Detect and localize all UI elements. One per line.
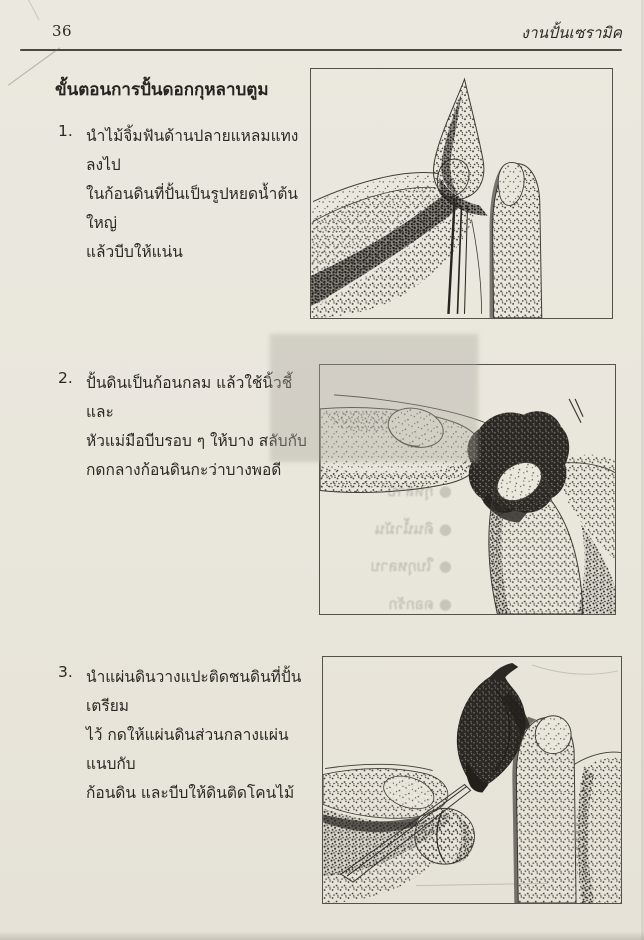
step-1 xyxy=(58,122,320,267)
step-1-line-2: ในก้อนดินที่ปั้นเป็นรูปหยดน้ำต้นใหญ่ xyxy=(86,185,298,232)
step-3 xyxy=(58,663,320,808)
running-header: งานปั้นเซรามิค xyxy=(521,24,622,42)
step-1-text xyxy=(86,122,310,267)
step-3-line-1: นำแผ่นดินวางแปะติดชนดินที่ปั้นเตรียม xyxy=(86,668,302,715)
section-title: ขั้นตอนการปั้นดอกกุหลาบตูม xyxy=(55,80,269,100)
step-1-line-3: แล้วบีบให้แน่น xyxy=(86,243,183,261)
step-3-number: 3. xyxy=(58,663,73,681)
bleed-through-line: ● ใบกุหลาบ xyxy=(370,557,452,575)
step-2 xyxy=(58,369,320,485)
page-bottom-edge-shading xyxy=(0,931,644,940)
step-2-line-1: ปั้นดินเป็นก้อนกลม แล้วใช้นิ้วชี้ และ xyxy=(86,374,293,421)
page-number: 36 xyxy=(52,22,73,40)
scratch-mark xyxy=(8,47,60,85)
step-1-line-1: นำไม้จิ้มฟันด้านปลายแหลมแทงลงไป xyxy=(86,127,299,174)
illustration-step1-clay-teardrop-on-toothpick xyxy=(311,69,612,318)
step-1-number: 1. xyxy=(58,122,73,140)
header-rule xyxy=(20,49,622,51)
step-2-line-2: หัวแม่มือบีบรอบ ๆ ให้บาง สลับกับ xyxy=(86,432,307,450)
step-2-line-3: กดกลางก้อนดินกะว่าบางพอดี xyxy=(86,461,282,479)
step-2-text xyxy=(86,369,310,485)
illustration-step3-attaching-petal xyxy=(323,657,621,903)
step-2-number: 2. xyxy=(58,369,73,387)
bleed-through-line: ● ดอกรัก xyxy=(388,594,452,613)
bleed-through-text xyxy=(326,479,452,629)
illustration-frame-step1 xyxy=(310,68,613,319)
step-3-text xyxy=(86,663,310,808)
step-3-line-3: ก้อนดิน และบีบให้ดินติดโคนไม้ xyxy=(86,784,295,802)
step-3-line-2: ไว้ กดให้แผ่นดินส่วนกลางแผ่นแนบกับ xyxy=(86,726,289,773)
bleed-through-line: ● ดินน้ำมัน xyxy=(374,519,452,538)
scratch-mark xyxy=(26,0,39,20)
bleed-through-line: ● กุหลาบ xyxy=(387,482,452,500)
illustration-frame-step3 xyxy=(322,656,622,904)
